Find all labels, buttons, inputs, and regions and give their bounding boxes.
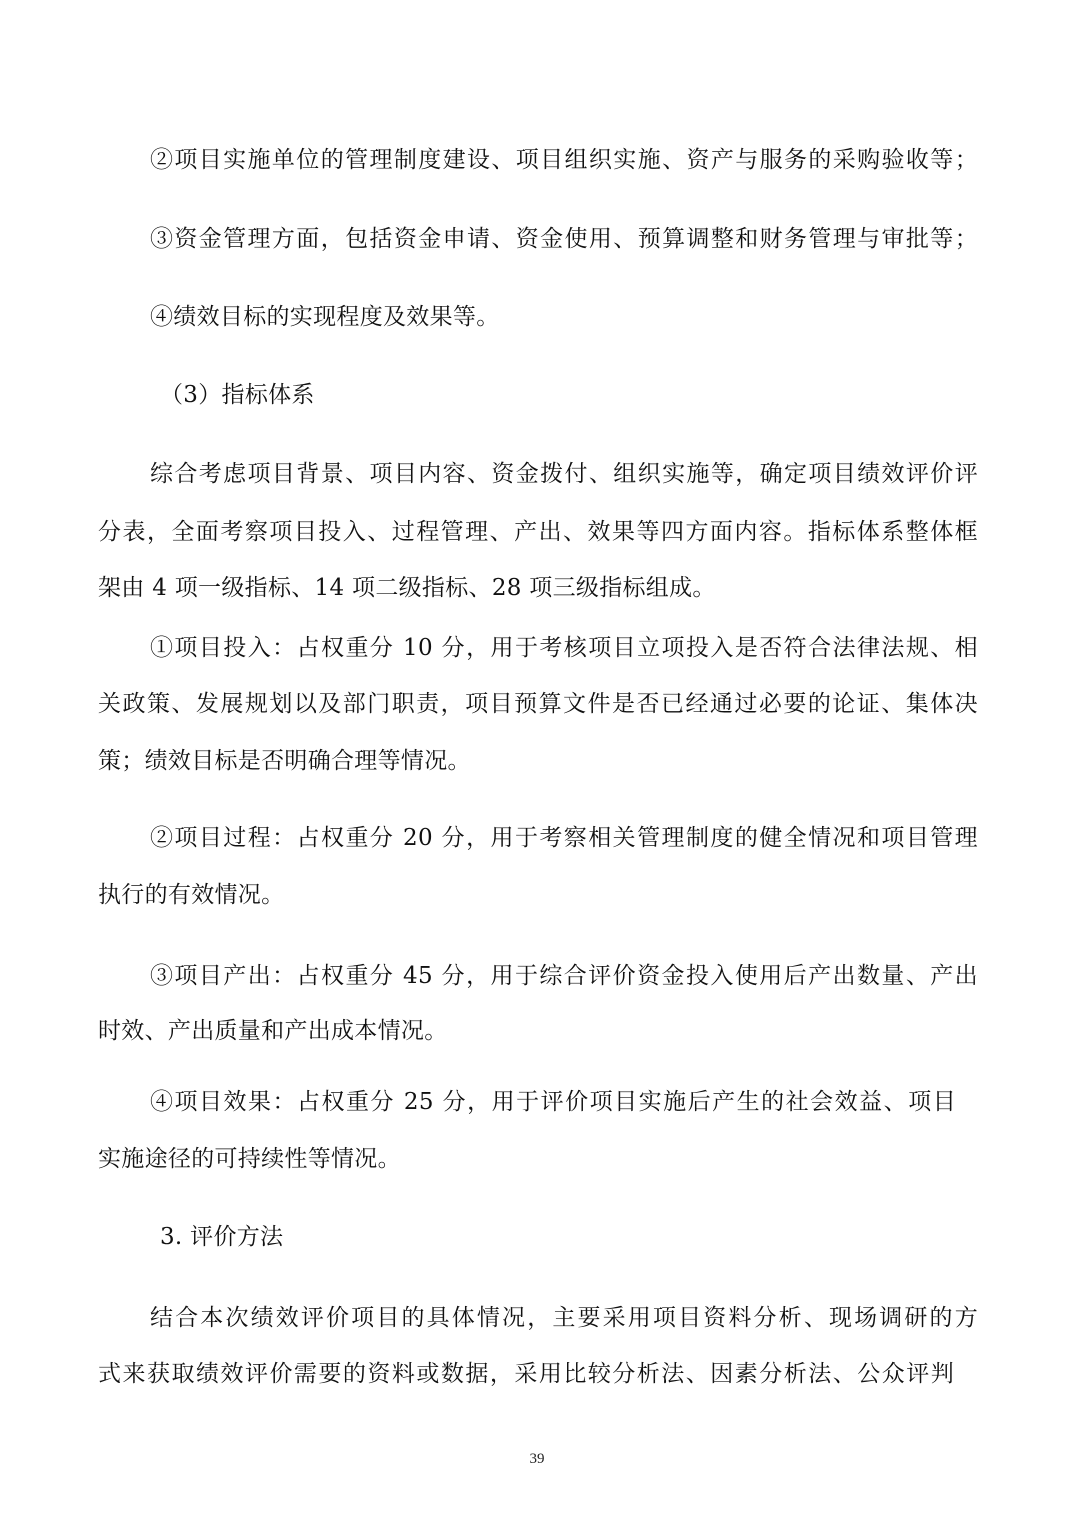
paragraph-evaluation-method-line-2: 式来获取绩效评价需要的资料或数据，采用比较分析法、因素分析法、公众评判 — [98, 1361, 954, 1387]
paragraph-indicator-overview-line-2: 分表，全面考察项目投入、过程管理、产出、效果等四方面内容。指标体系整体框 — [98, 519, 978, 545]
paragraph-evaluation-method-line-1: 结合本次绩效评价项目的具体情况，主要采用项目资料分析、现场调研的方 — [150, 1305, 978, 1331]
paragraph-project-process-line-1: ②项目过程：占权重分 20 分，用于考察相关管理制度的健全情况和项目管理 — [150, 825, 978, 851]
paragraph-project-output-line-1: ③项目产出：占权重分 45 分，用于综合评价资金投入使用后产出数量、产出 — [150, 963, 978, 989]
paragraph-project-effect-line-1: ④项目效果：占权重分 25 分，用于评价项目实施后产生的社会效益、项目 — [150, 1089, 956, 1115]
paragraph-performance-goals: ④绩效目标的实现程度及效果等。 — [150, 304, 500, 330]
paragraph-management-system: ②项目实施单位的管理制度建设、项目组织实施、资产与服务的采购验收等； — [150, 147, 978, 173]
paragraph-project-output-line-2: 时效、产出质量和产出成本情况。 — [98, 1018, 448, 1044]
paragraph-project-input-line-3: 策；绩效目标是否明确合理等情况。 — [98, 748, 471, 774]
paragraph-project-input-line-2: 关政策、发展规划以及部门职责，项目预算文件是否已经通过必要的论证、集体决 — [98, 691, 978, 717]
paragraph-project-effect-line-2: 实施途径的可持续性等情况。 — [98, 1146, 401, 1172]
section-heading-indicator-system: （3）指标体系 — [160, 382, 315, 408]
paragraph-indicator-overview-line-1: 综合考虑项目背景、项目内容、资金拨付、组织实施等，确定项目绩效评价评 — [150, 461, 978, 487]
paragraph-indicator-overview-line-3: 架由 4 项一级指标、14 项二级指标、28 项三级指标组成。 — [98, 575, 716, 601]
page-number: 39 — [529, 1451, 545, 1467]
paragraph-project-process-line-2: 执行的有效情况。 — [98, 882, 285, 908]
paragraph-fund-management: ③资金管理方面，包括资金申请、资金使用、预算调整和财务管理与审批等； — [150, 226, 978, 252]
section-heading-evaluation-method: 3. 评价方法 — [160, 1224, 284, 1250]
paragraph-project-input-line-1: ①项目投入：占权重分 10 分，用于考核项目立项投入是否符合法律法规、相 — [150, 635, 978, 661]
